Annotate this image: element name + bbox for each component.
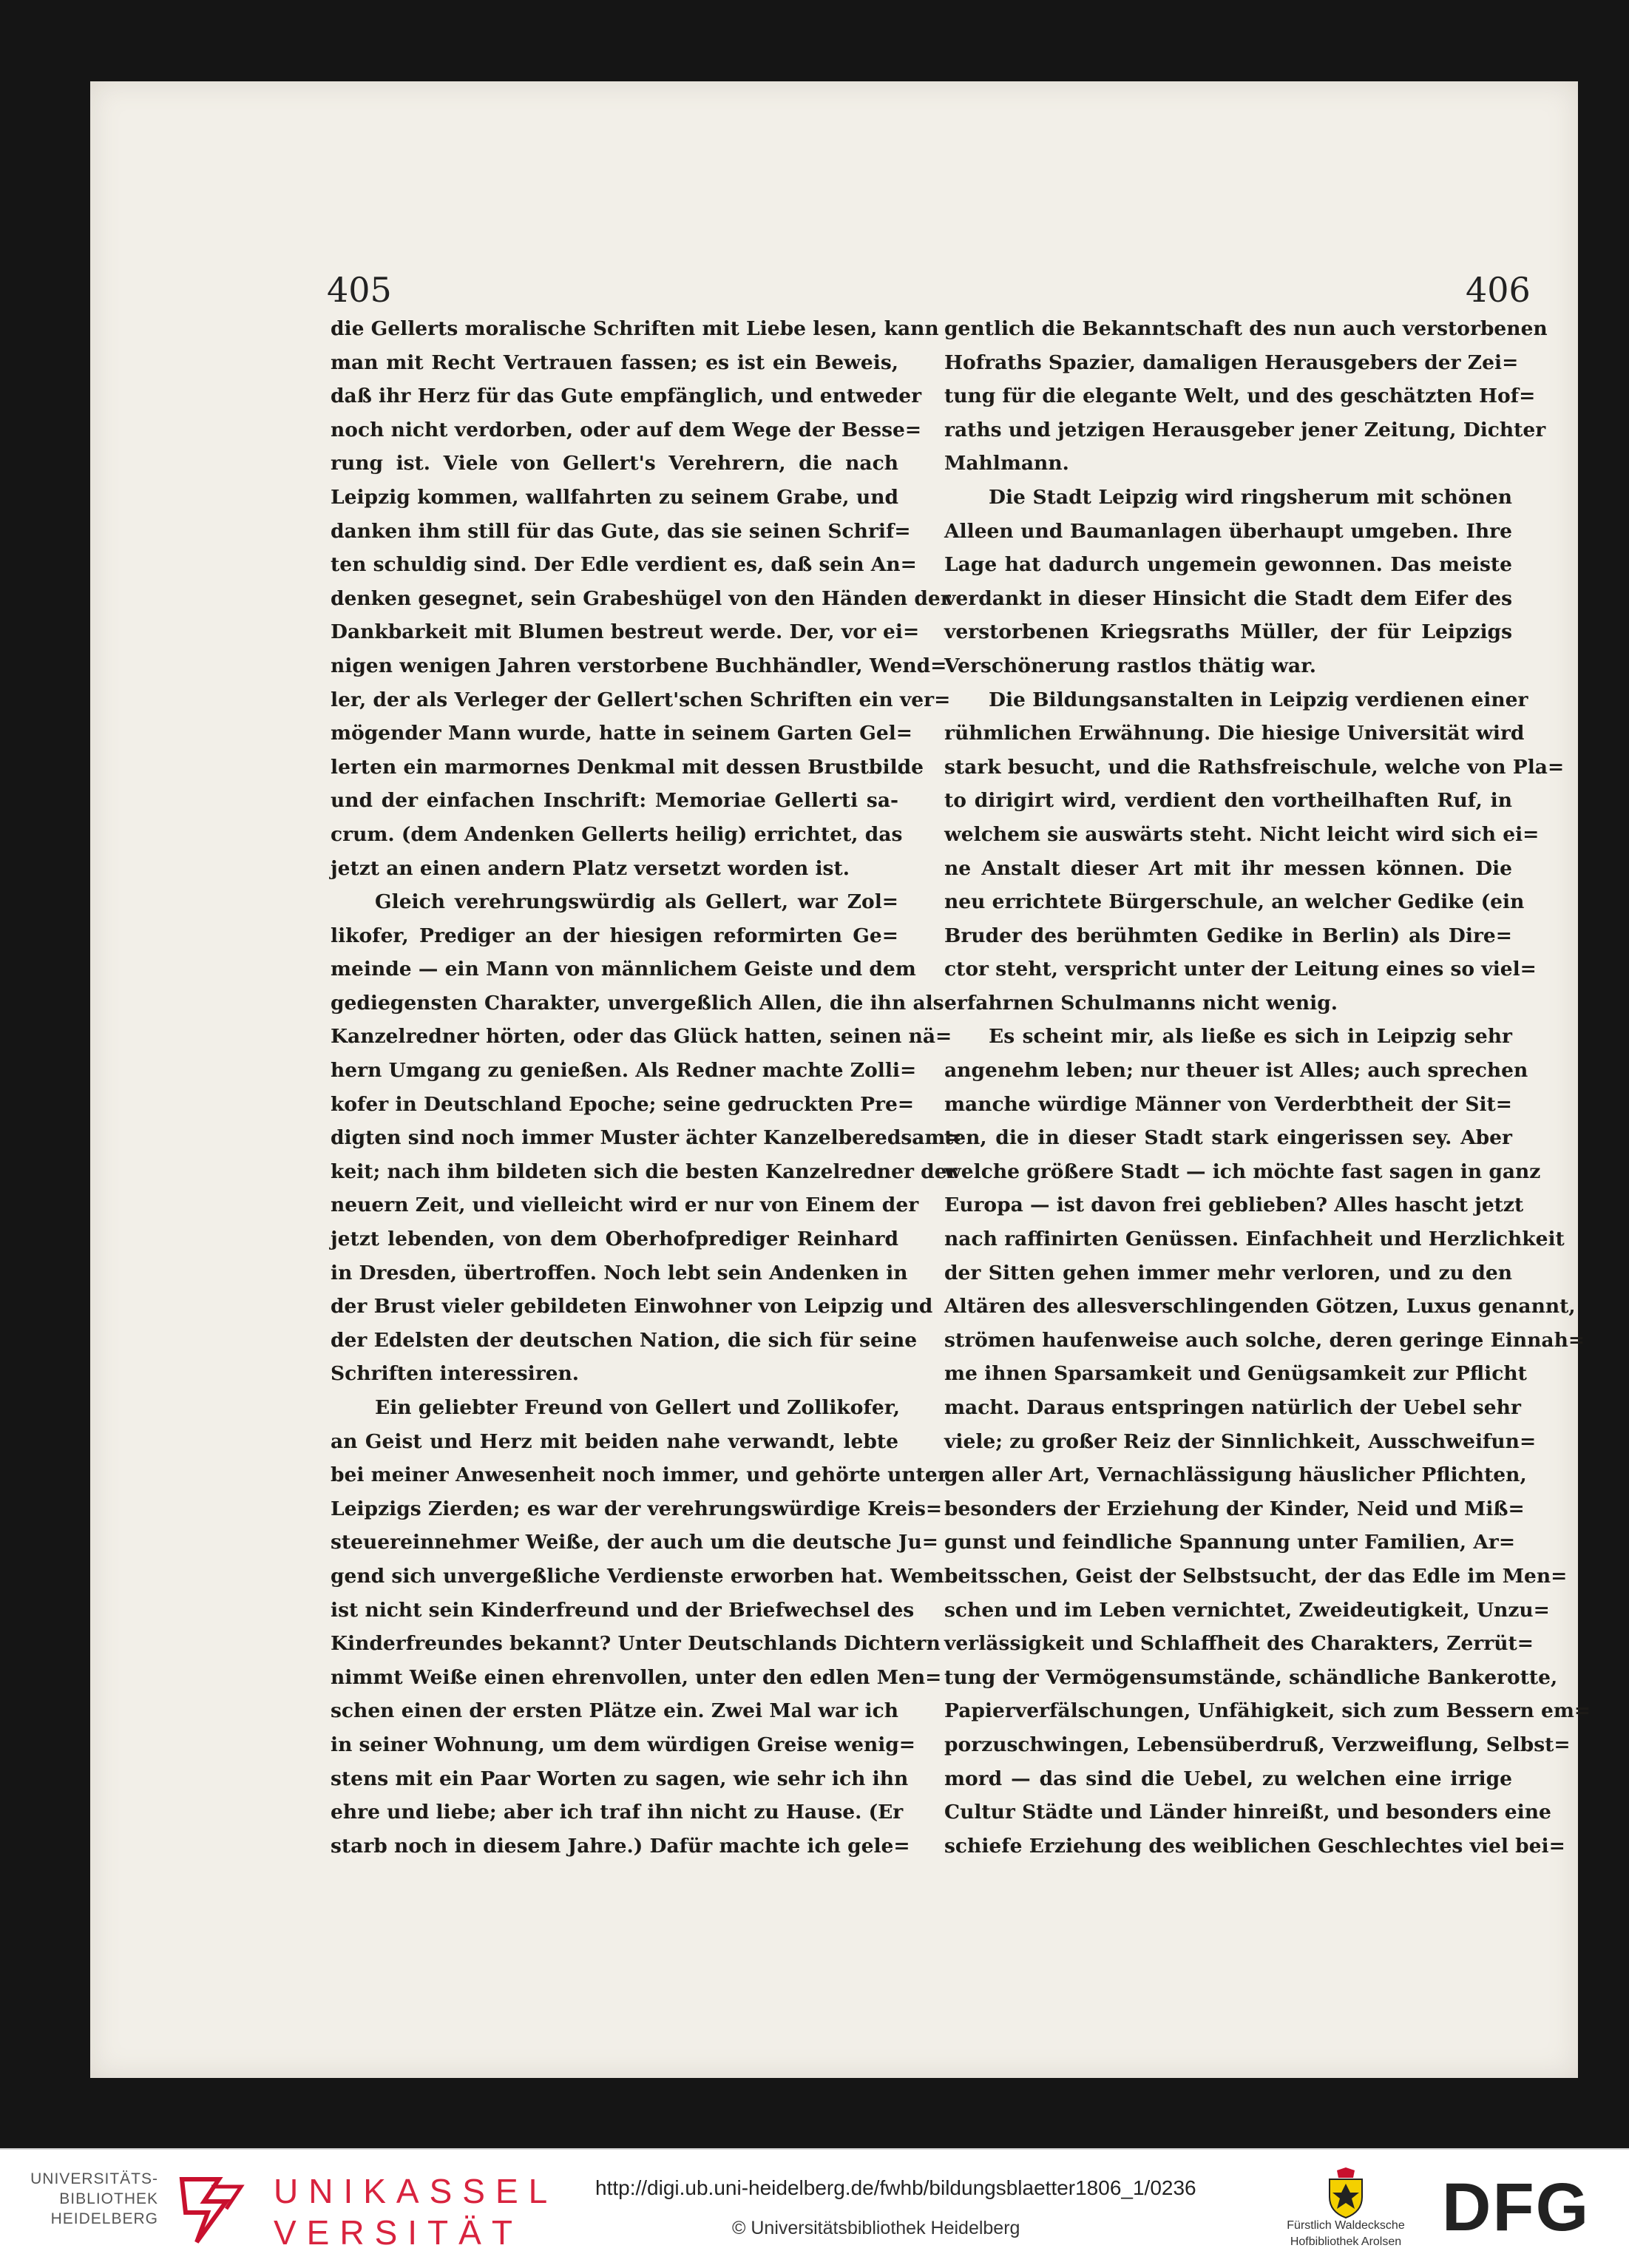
- text-line: strömen haufenweise auch solche, deren geringe Einnah=: [944, 1328, 1585, 1352]
- text-line: Altären des allesverschlingenden Götzen, Luxus genannt,: [944, 1295, 1576, 1319]
- text-line: ctor steht, verspricht unter der Leitung eines so viel=: [944, 958, 1537, 981]
- dfg-logo[interactable]: DFG: [1442, 2170, 1591, 2245]
- arolsen-name-line: Fürstlich Waldecksche: [1287, 2219, 1405, 2232]
- text-line: Papierverfälschungen, Unfähigkeit, sich zum Bessern em=: [944, 1699, 1591, 1723]
- waldeck-crest-icon[interactable]: [1324, 2167, 1368, 2219]
- text-line: lerten ein marmornes Denkmal mit dessen Brustbilde: [331, 755, 924, 779]
- text-line: der Edelsten der deutschen Nation, die sich für seine: [331, 1328, 918, 1352]
- text-line: Mahlmann.: [944, 452, 1069, 475]
- text-line: der Brust vieler gebildeten Einwohner von Leipzig und: [331, 1295, 933, 1319]
- text-line: in Dresden, übertroffen. Noch lebt sein Andenken in: [331, 1261, 908, 1284]
- text-line: verdankt in dieser Hinsicht die Stadt dem Eifer des: [944, 586, 1512, 610]
- text-line: Die Bildungsanstalten in Leipzig verdienen einer: [989, 688, 1528, 711]
- text-line: in seiner Wohnung, um dem würdigen Greise wenig=: [331, 1733, 916, 1756]
- text-line: keit; nach ihm bildeten sich die besten Kanzelredner der: [331, 1160, 958, 1183]
- text-line: stark besucht, und die Rathsfreischule, welche von Pla=: [944, 755, 1565, 779]
- text-line: manche würdige Männer von Verderbtheit der Sit=: [944, 1092, 1512, 1116]
- viewer-footer: [0, 2148, 1629, 2268]
- text-line: gediegensten Charakter, unvergeßlich Allen, die ihn als: [331, 991, 944, 1015]
- kassel-logo-line1: UNIKASSEL: [274, 2172, 558, 2210]
- text-line: Dankbarkeit mit Blumen bestreut werde. Der, vor ei=: [331, 620, 920, 644]
- text-line: welche größere Stadt — ich möchte fast sagen in ganz: [944, 1160, 1541, 1183]
- arolsen-name-line: Hofbibliothek Arolsen: [1290, 2235, 1402, 2248]
- text-line: jetzt an einen andern Platz versetzt worden ist.: [331, 856, 850, 880]
- text-line: besonders der Erziehung der Kinder, Neid und Miß=: [944, 1497, 1525, 1520]
- text-line: porzuschwingen, Lebensüberdruß, Verzweiflung, Selbst=: [944, 1733, 1571, 1756]
- text-line: Bruder des berühmten Gedike in Berlin) als Dire=: [944, 924, 1512, 947]
- text-line: kofer in Deutschland Epoche; seine gedruckten Pre=: [331, 1092, 915, 1116]
- text-line: angenehm leben; nur theuer ist Alles; auch sprechen: [944, 1059, 1528, 1083]
- text-line: starb noch in diesem Jahre.) Dafür machte ich gele=: [331, 1834, 910, 1858]
- text-line: gen aller Art, Vernachlässigung häuslicher Pflichten,: [944, 1463, 1527, 1487]
- text-line: mögender Mann wurde, hatte in seinem Garten Gel=: [331, 722, 913, 745]
- text-line: steuereinnehmer Weiße, der auch um die deutsche Ju=: [331, 1531, 938, 1554]
- text-line: jetzt lebenden, von dem Oberhofprediger Reinhard: [331, 1228, 898, 1251]
- heidelberg-library-logo-icon[interactable]: [175, 2172, 245, 2246]
- text-line: ehre und liebe; aber ich traf ihn nicht zu Hause. (Er: [331, 1801, 904, 1824]
- text-line: rühmlichen Erwähnung. Die hiesige Universität wird: [944, 722, 1525, 745]
- text-line: Leipzigs Zierden; es war der verehrungswürdige Kreis=: [331, 1497, 943, 1520]
- text-line: meinde — ein Mann von männlichem Geiste und dem: [331, 958, 916, 981]
- text-line: verstorbenen Kriegsraths Müller, der für Leipzigs: [944, 620, 1512, 644]
- text-line: stens mit ein Paar Worten zu sagen, wie sehr ich ihn: [331, 1767, 909, 1790]
- text-line: denken gesegnet, sein Grabeshügel von den Händen der: [331, 586, 951, 610]
- text-line: noch nicht verdorben, oder auf dem Wege der Besse=: [331, 418, 922, 441]
- text-line: der Sitten gehen immer mehr verloren, und zu den: [944, 1261, 1512, 1284]
- text-line: an Geist und Herz mit beiden nahe verwandt, lebte: [331, 1429, 898, 1453]
- text-line: ten, die in dieser Stadt stark eingerissen sey. Aber: [944, 1126, 1512, 1150]
- text-line: tung der Vermögensumstände, schändliche Bankerotte,: [944, 1665, 1558, 1689]
- text-line: likofer, Prediger an der hiesigen reformirten Ge=: [331, 924, 898, 947]
- arolsen-library-name[interactable]: [1257, 2218, 1435, 2250]
- text-line: schen und im Leben vernichtet, Zweideutigkeit, Unzu=: [944, 1598, 1550, 1622]
- library-name-line: UNIVERSITÄTS-: [30, 2170, 158, 2187]
- text-line: nigen wenigen Jahren verstorbene Buchhändler, Wend=: [331, 654, 947, 677]
- text-line: Es scheint mir, als ließe es sich in Leipzig sehr: [989, 1025, 1512, 1049]
- text-line: me ihnen Sparsamkeit und Genügsamkeit zur Pflicht: [944, 1362, 1527, 1386]
- text-line: welchem sie auswärts steht. Nicht leicht wird sich ei=: [944, 822, 1540, 846]
- text-line: tung für die elegante Welt, und des geschätzten Hof=: [944, 385, 1536, 408]
- text-line: gentlich die Bekanntschaft des nun auch verstorbenen: [944, 317, 1548, 340]
- text-line: erfahrnen Schulmanns nicht wenig.: [944, 991, 1338, 1015]
- text-line: Gleich verehrungswürdig als Gellert, war Zol=: [375, 890, 898, 914]
- text-line: Hofraths Spazier, damaligen Herausgebers der Zei=: [944, 351, 1519, 374]
- text-line: gunst und feindliche Spannung unter Familien, Ar=: [944, 1531, 1516, 1554]
- text-line: macht. Daraus entspringen natürlich der Uebel sehr: [944, 1396, 1521, 1419]
- text-line: Cultur Städte und Länder hinreißt, und besonders eine: [944, 1801, 1551, 1824]
- text-line: ten schuldig sind. Der Edle verdient es, daß sein An=: [331, 553, 917, 577]
- text-line: ne Anstalt dieser Art mit ihr messen können. Die: [944, 856, 1512, 880]
- text-line: schiefe Erziehung des weiblichen Geschlechtes viel bei=: [944, 1834, 1565, 1858]
- text-line: digten sind noch immer Muster ächter Kanzelberedsam=: [331, 1126, 962, 1150]
- text-line: Alleen und Baumanlagen überhaupt umgeben. Ihre: [944, 519, 1512, 543]
- text-line: Schriften interessiren.: [331, 1362, 580, 1386]
- text-line: gend sich unvergeßliche Verdienste erworben hat. Wem: [331, 1564, 944, 1588]
- text-column-right: [944, 312, 1591, 1863]
- book-page-spread: [90, 81, 1591, 2078]
- text-line: viele; zu großer Reiz der Sinnlichkeit, Ausschweifun=: [944, 1429, 1537, 1453]
- text-line: verlässigkeit und Schlaffheit des Charakters, Zerrüt=: [944, 1632, 1534, 1656]
- page-number-left: 405: [327, 270, 392, 310]
- text-line: rung ist. Viele von Gellert's Verehrern, die nach: [331, 452, 898, 475]
- text-line: neu errichtete Bürgerschule, an welcher Gedike (ein: [944, 890, 1525, 914]
- text-line: Kanzelredner hörten, oder das Glück hatten, seinen nä=: [331, 1025, 952, 1049]
- text-line: Europa — ist davon frei geblieben? Alles hascht jetzt: [944, 1194, 1524, 1217]
- text-line: die Gellerts moralische Schriften mit Liebe lesen, kann: [331, 317, 939, 340]
- library-name-line: HEIDELBERG: [50, 2210, 158, 2227]
- heidelberg-library-name[interactable]: [10, 2169, 158, 2229]
- permalink-url[interactable]: http://digi.ub.uni-heidelberg.de/fwhb/bildungsblaetter1806_1/0236: [595, 2176, 1196, 2199]
- copyright-notice: © Universitätsbibliothek Heidelberg: [732, 2218, 1020, 2238]
- text-line: Verschönerung rastlos thätig war.: [944, 654, 1316, 677]
- kassel-logo-line2: VERSITÄT: [274, 2213, 523, 2252]
- text-line: beitsschen, Geist der Selbstsucht, der das Edle im Men=: [944, 1564, 1568, 1588]
- text-line: ist nicht sein Kinderfreund und der Briefwechsel des: [331, 1598, 915, 1622]
- text-line: Die Stadt Leipzig wird ringsherum mit schönen: [989, 485, 1512, 509]
- text-line: neuern Zeit, und vielleicht wird er nur von Einem der: [331, 1194, 919, 1217]
- text-line: Kinderfreundes bekannt? Unter Deutschlands Dichtern: [331, 1632, 941, 1656]
- text-line: danken ihm still für das Gute, das sie seinen Schrif=: [331, 519, 911, 543]
- uni-kassel-logo[interactable]: [274, 2170, 558, 2253]
- text-line: Ein geliebter Freund von Gellert und Zollikofer,: [375, 1396, 900, 1419]
- text-line: Leipzig kommen, wallfahrten zu seinem Grabe, und: [331, 485, 898, 509]
- text-line: und der einfachen Inschrift: Memoriae Gellerti sa-: [331, 789, 898, 813]
- text-line: nimmt Weiße einen ehrenvollen, unter den edlen Men=: [331, 1665, 942, 1689]
- text-column-left: [331, 312, 962, 1863]
- text-line: Lage hat dadurch ungemein gewonnen. Das meiste: [944, 553, 1512, 577]
- text-line: schen einen der ersten Plätze ein. Zwei Mal war ich: [331, 1699, 898, 1723]
- text-line: daß ihr Herz für das Gute empfänglich, und entweder: [331, 385, 922, 408]
- library-name-line: BIBLIOTHEK: [59, 2190, 158, 2207]
- text-line: ler, der als Verleger der Gellert'schen Schriften ein ver=: [331, 688, 951, 711]
- text-line: crum. (dem Andenken Gellerts heilig) errichtet, das: [331, 822, 903, 846]
- text-line: nach raffinirten Genüssen. Einfachheit und Herzlichkeit: [944, 1228, 1565, 1251]
- text-line: raths und jetzigen Herausgeber jener Zeitung, Dichter: [944, 418, 1546, 441]
- text-line: hern Umgang zu genießen. Als Redner machte Zolli=: [331, 1059, 917, 1083]
- page-number-right: 406: [1466, 270, 1531, 310]
- text-line: to dirigirt wird, verdient den vortheilhaften Ruf, in: [944, 789, 1512, 813]
- text-line: bei meiner Anwesenheit noch immer, und gehörte unter: [331, 1463, 948, 1487]
- text-line: mord — das sind die Uebel, zu welchen eine irrige: [944, 1767, 1512, 1790]
- text-line: man mit Recht Vertrauen fassen; es ist ein Beweis,: [331, 351, 898, 374]
